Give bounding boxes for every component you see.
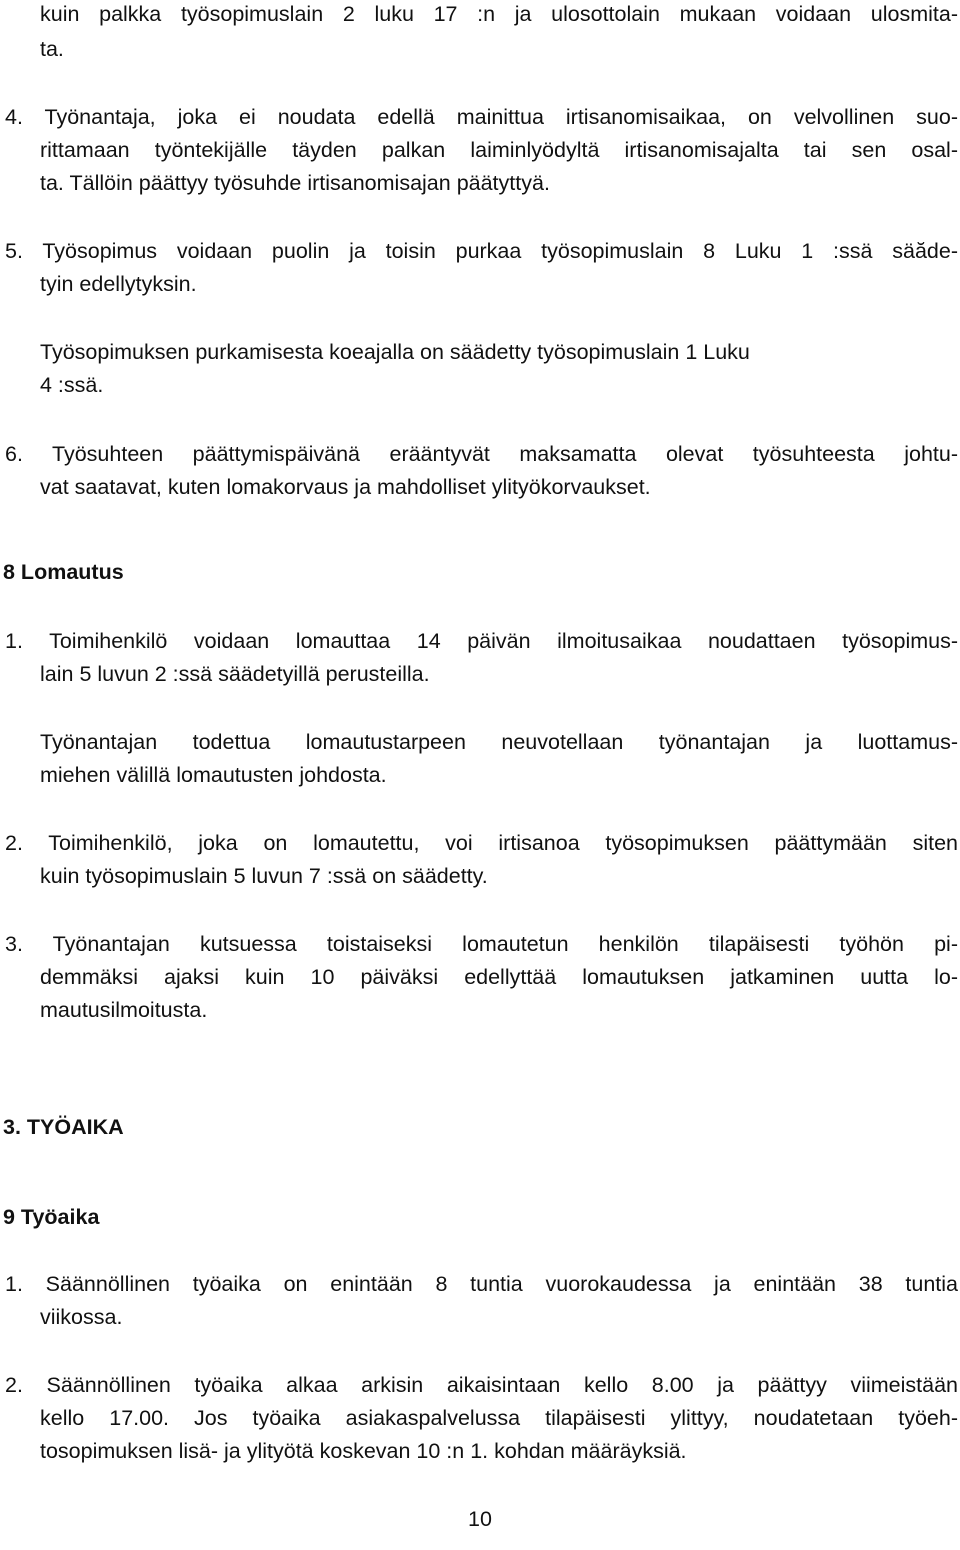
paragraph-line: vat saatavat, kuten lomakorvaus ja mahdolliset ylityökorvaukset. <box>40 475 651 499</box>
paragraph-line: rittamaan työntekijälle täyden palkan laiminlyödyltä irtisanomisajalta tai sen osal- <box>40 138 958 162</box>
paragraph-line: 4 :ssä. <box>40 373 104 397</box>
paragraph-line: 1. Toimihenkilö voidaan lomauttaa 14 päivän ilmoitusaikaa noudattaen työsopimus- <box>5 629 958 653</box>
paragraph-line: 2. Toimihenkilö, joka on lomautettu, voi irtisanoa työsopimuksen päättymään siten <box>5 831 958 855</box>
paragraph-line: lain 5 luvun 2 :ssä säädetyillä perusteilla. <box>40 662 430 686</box>
paragraph-line: ta. <box>40 37 64 61</box>
paragraph-line: Työnantajan todettua lomautustarpeen neuvotellaan työnantajan ja luottamus- <box>40 730 958 754</box>
paragraph-line: 1. Säännöllinen työaika on enintään 8 tuntia vuorokaudessa ja enintään 38 tuntia <box>5 1272 958 1296</box>
paragraph-line: 2. Säännöllinen työaika alkaa arkisin aikaisintaan kello 8.00 ja päättyy viimeistään <box>5 1373 958 1397</box>
chapter-heading: 3. TYÖAIKA <box>3 1115 124 1139</box>
paragraph-line: ta. Tällöin päättyy työsuhde irtisanomisajan päätyttyä. <box>40 171 550 195</box>
paragraph-line: tosopimuksen lisä- ja ylityötä koskevan 10 :n 1. kohdan määräyksiä. <box>40 1439 687 1463</box>
paragraph-line: Työsopimuksen purkamisesta koeajalla on säädetty työsopimuslain 1 Luku <box>40 340 750 364</box>
paragraph-line: viikossa. <box>40 1305 123 1329</box>
paragraph-line: kuin palkka työsopimuslain 2 luku 17 :n ja ulosottolain mukaan voidaan ulosmita- <box>40 2 958 26</box>
section-heading: 8 Lomautus <box>3 560 124 584</box>
paragraph-line: 4. Työnantaja, joka ei noudata edellä mainittua irtisanomisaikaa, on velvollinen suo- <box>5 105 958 129</box>
paragraph-line: 5. Työsopimus voidaan puolin ja toisin purkaa työsopimuslain 8 Luku 1 :ssä säăde- <box>5 239 958 263</box>
paragraph-line: mautusilmoitusta. <box>40 998 208 1022</box>
paragraph-line: kuin työsopimuslain 5 luvun 7 :ssä on säädetty. <box>40 864 488 888</box>
paragraph-line: 3. Työnantajan kutsuessa toistaiseksi lomautetun henkilön tilapäisesti työhön pi- <box>5 932 958 956</box>
paragraph-line: kello 17.00. Jos työaika asiakaspalvelussa tilapäisesti ylittyy, noudatetaan työeh- <box>40 1406 958 1430</box>
paragraph-line: 6. Työsuhteen päättymispäivänä erääntyvät maksamatta olevat työsuhteesta johtu- <box>5 442 958 466</box>
section-heading: 9 Työaika <box>3 1205 100 1229</box>
paragraph-line: demmäksi ajaksi kuin 10 päiväksi edellyttää lomautuksen jatkaminen uutta lo- <box>40 965 958 989</box>
paragraph-line: tyin edellytyksin. <box>40 272 197 296</box>
paragraph-line: miehen välillä lomautusten johdosta. <box>40 763 387 787</box>
page-number: 10 <box>468 1507 492 1531</box>
